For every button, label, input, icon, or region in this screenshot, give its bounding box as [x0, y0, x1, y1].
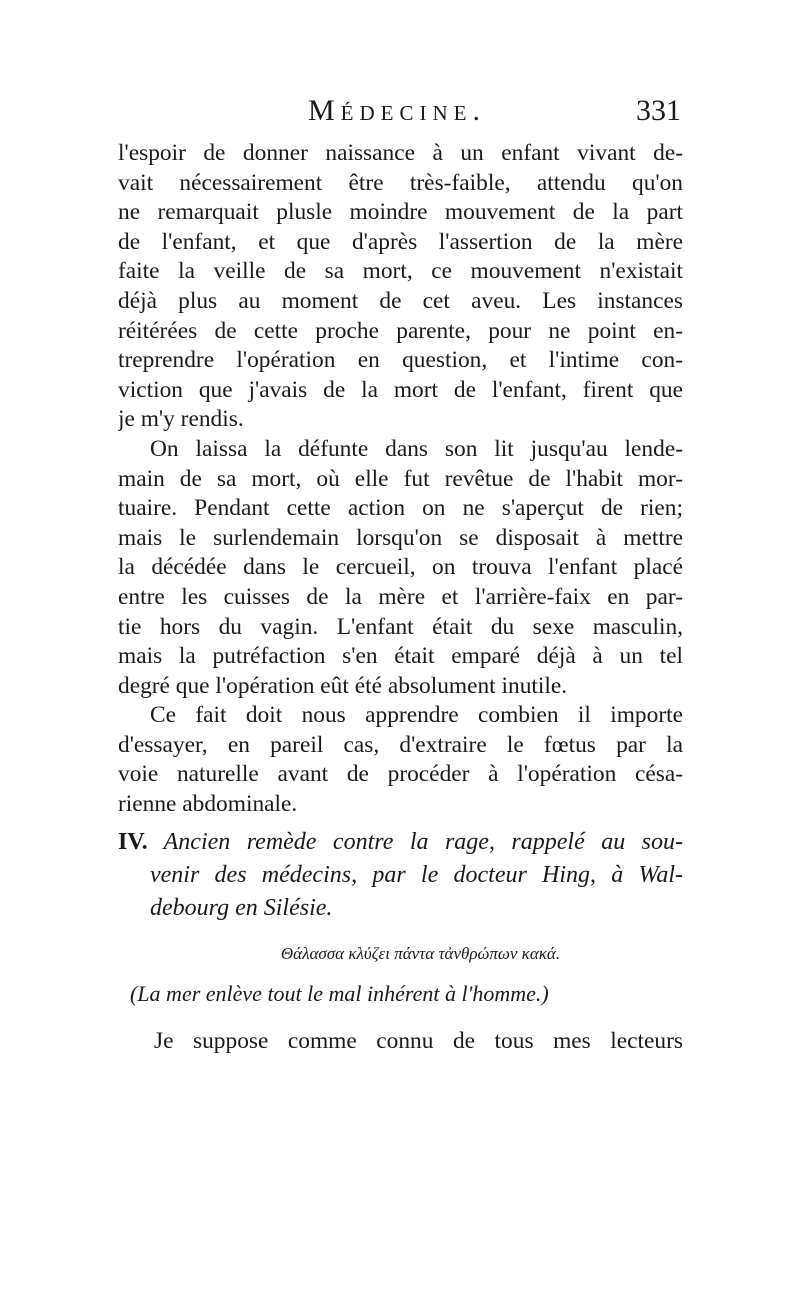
text-line: je m'y rendis.: [118, 406, 244, 433]
text-line: vait nécessairement être très-faible, attendu qu'on: [118, 169, 683, 196]
text-line: tie hors du vagin. L'enfant était du sexe masculin,: [118, 613, 683, 640]
text-line: degré que l'opération eût été absolument inutile.: [118, 672, 568, 699]
text-line: rienne abdominale.: [118, 791, 298, 818]
text-line: déjà plus au moment de cet aveu. Les instances: [118, 287, 683, 314]
text-line: ne remarquait plusle moindre mouvement de la part: [118, 199, 683, 226]
text-line: l'espoir de donner naissance à un enfant vivant de-: [118, 140, 683, 166]
epigraph-translation: (La mer enlève tout le mal inhérent à l'homme.): [130, 980, 549, 1006]
section-heading-line: debourg en Silésie.: [150, 894, 333, 921]
text-line: On laissa la défunte dans son lit jusqu'au lende-: [150, 435, 683, 462]
section-heading-line: venir des médecins, par le docteur Hing, à Wal-: [150, 861, 683, 888]
text-line: main de sa mort, où elle fut revêtue de l'habit mor-: [118, 465, 683, 492]
text-line: entre les cuisses de la mère et l'arrière-faix en par-: [118, 583, 683, 610]
text-line: voie naturelle avant de procéder à l'opération césa-: [118, 761, 683, 788]
paragraph-3: [118, 701, 683, 819]
paragraph-1: [118, 139, 683, 435]
text-line: réitérées de cette proche parente, pour ne point en-: [118, 317, 683, 344]
text-line: tuaire. Pendant cette action on ne s'aperçut de rien;: [118, 495, 683, 522]
page-number: 331: [636, 94, 681, 127]
text-line: mais le surlendemain lorsqu'on se disposait à mettre: [118, 524, 683, 551]
text-line: viction que j'avais de la mort de l'enfant, firent que: [118, 376, 683, 403]
running-title: Médecine.: [308, 94, 486, 127]
text-line: la décédée dans le cercueil, on trouva l'enfant placé: [118, 554, 683, 581]
text-line: d'essayer, en pareil cas, d'extraire le fœtus par la: [118, 731, 683, 758]
text-line: faite la veille de sa mort, ce mouvement n'existait: [118, 258, 683, 285]
page-header: [118, 94, 683, 134]
body-text: [118, 139, 683, 1057]
section-iv: [118, 826, 683, 1057]
text-line: de l'enfant, et que d'après l'assertion de la mère: [118, 228, 683, 255]
section-number: IV.: [118, 828, 148, 855]
section-title-part: Ancien remède contre la rage, rappelé au sou-: [163, 828, 683, 855]
section-heading-line: [118, 826, 683, 859]
text-line: mais la putréfaction s'en était emparé déjà à un tel: [118, 643, 683, 670]
paragraph-2: [118, 435, 683, 701]
text-line: Ce fait doit nous apprendre combien il importe: [150, 702, 683, 729]
text-line: treprendre l'opération en question, et l'intime con-: [118, 347, 683, 374]
greek-epigraph: Θάλασσα κλύζει πάντα τἀνθρώπων κακά.: [280, 943, 561, 963]
text-line: Je suppose comme connu de tous mes lecteurs: [154, 1027, 683, 1054]
